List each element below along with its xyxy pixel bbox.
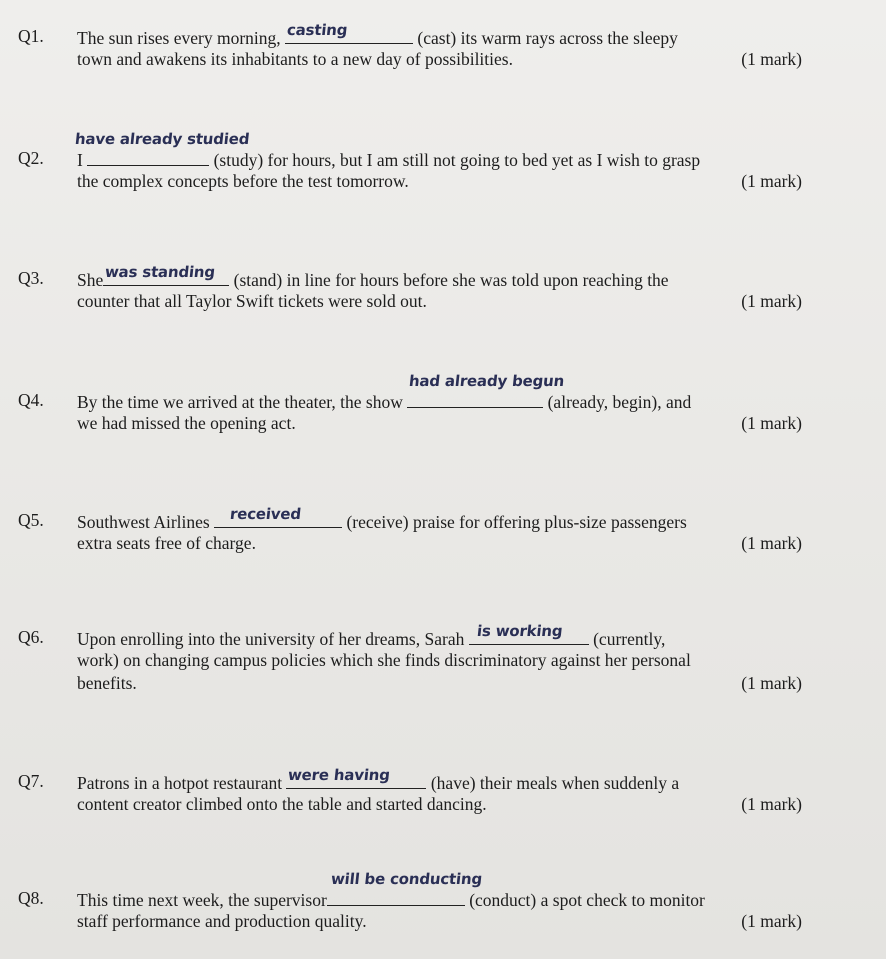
handwritten-answer: was standing xyxy=(104,263,217,281)
question-text: By the time we arrived at the theater, the show xyxy=(77,392,408,412)
question-number: Q3. xyxy=(18,268,44,288)
question-text: (currently, xyxy=(588,629,666,649)
handwritten-answer: casting xyxy=(286,21,349,39)
handwritten-answer: had already begun xyxy=(408,372,566,390)
question-text: (already, begin), and xyxy=(543,392,692,412)
handwritten-answer: is working xyxy=(475,622,564,640)
handwritten-answer: received xyxy=(229,505,302,523)
mark-label: (1 mark) xyxy=(741,533,802,553)
question-number: Q2. xyxy=(18,148,44,168)
question-number: Q4. xyxy=(18,390,44,410)
mark-label: (1 mark) xyxy=(741,413,802,433)
answer-blank xyxy=(286,766,426,789)
mark-label: (1 mark) xyxy=(741,794,802,814)
handwritten-answer: will be conducting xyxy=(329,870,483,888)
question-text: Southwest Airlines xyxy=(77,512,215,532)
question-text: The sun rises every morning, xyxy=(77,28,286,48)
question-number: Q5. xyxy=(18,510,44,530)
question-text: Upon enrolling into the university of her dreams, Sarah xyxy=(77,629,469,649)
question-number: Q7. xyxy=(18,771,44,791)
question-text: town and awakens its inhabitants to a new day of possibilities. xyxy=(77,49,513,69)
question-text: (conduct) a spot check to monitor xyxy=(464,890,705,910)
question-text: Patrons in a hotpot restaurant xyxy=(77,773,287,793)
answer-blank xyxy=(407,372,566,408)
question-text: counter that all Taylor Swift tickets were sold out. xyxy=(77,291,427,311)
answer-blank xyxy=(74,130,251,166)
answer-blank xyxy=(285,21,413,44)
question-text: (receive) praise for offering plus-size passengers xyxy=(342,512,687,532)
handwritten-answer: were having xyxy=(287,766,392,784)
question-text: the complex concepts before the test tomorrow. xyxy=(77,171,409,191)
question-number: Q1. xyxy=(18,26,44,46)
answer-blank xyxy=(214,505,342,528)
question-text: we had missed the opening act. xyxy=(77,413,296,433)
answer-blank xyxy=(103,263,229,286)
question-number: Q6. xyxy=(18,627,44,647)
answer-blank xyxy=(469,622,589,645)
question-text: benefits. xyxy=(77,673,137,693)
answer-blank xyxy=(327,870,483,906)
handwritten-answer: have already studied xyxy=(74,130,251,148)
question-text: This time next week, the supervisor xyxy=(77,890,327,910)
question-text: (have) their meals when suddenly a xyxy=(426,773,680,793)
mark-label: (1 mark) xyxy=(741,673,802,693)
question-text: work) on changing campus policies which she finds discriminatory against her personal xyxy=(77,650,691,670)
mark-label: (1 mark) xyxy=(741,49,802,69)
question-text: (cast) its warm rays across the sleepy xyxy=(413,28,678,48)
question-text: She xyxy=(77,270,104,290)
mark-label: (1 mark) xyxy=(741,911,802,931)
mark-label: (1 mark) xyxy=(741,171,802,191)
question-text: extra seats free of charge. xyxy=(77,533,256,553)
question-text: (stand) in line for hours before she was told upon reaching the xyxy=(229,270,669,290)
question-text: staff performance and production quality. xyxy=(77,911,367,931)
mark-label: (1 mark) xyxy=(741,291,802,311)
question-text: (study) for hours, but I am still not going to bed yet as I wish to grasp xyxy=(209,150,701,170)
question-number: Q8. xyxy=(18,888,44,908)
question-text: content creator climbed onto the table and started dancing. xyxy=(77,794,487,814)
question-text: I xyxy=(77,150,88,170)
